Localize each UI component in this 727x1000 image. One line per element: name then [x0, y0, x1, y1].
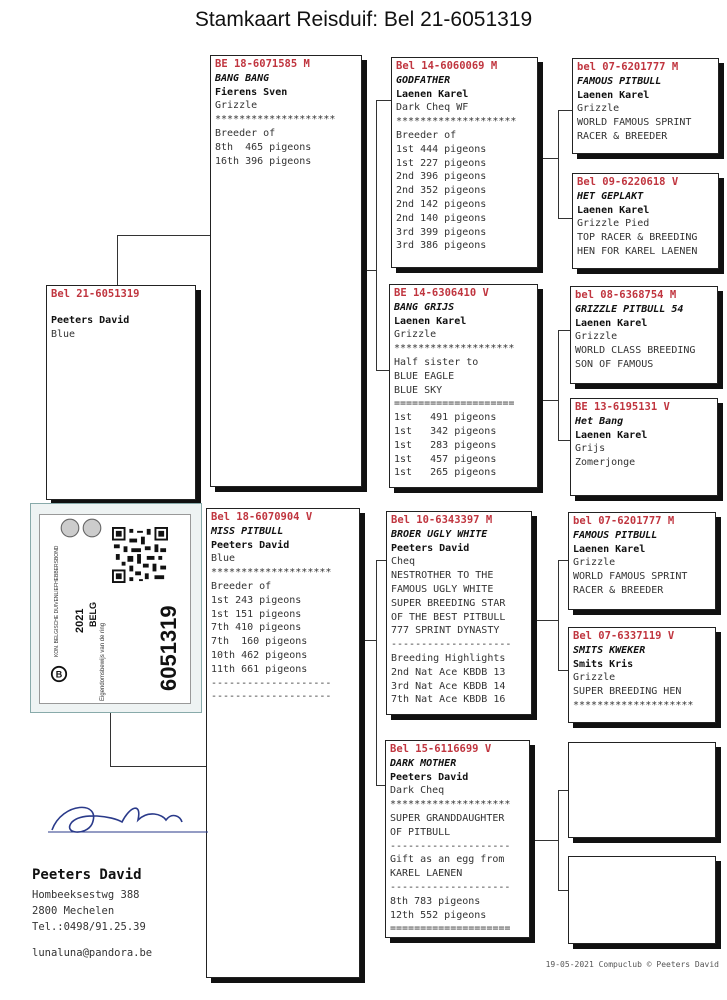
ring-country: BELG: [88, 601, 98, 627]
note-line: BLUE SKY: [394, 384, 443, 396]
note-line: 1st 227 pigeons: [396, 157, 487, 169]
note-line: Breeder of: [215, 127, 276, 139]
sdd-box: [570, 398, 718, 496]
connector: [558, 110, 572, 111]
note-line: RACER & BREEDER: [577, 130, 668, 142]
note-line: 777 SPRINT DYNASTY: [391, 625, 500, 637]
ring-card-number: 6051319: [156, 605, 181, 691]
note-line: RACER & BREEDER: [573, 584, 664, 596]
card-face: [39, 514, 191, 704]
note-line: 1st 151 pigeons: [211, 608, 302, 620]
dsd-box: [568, 627, 716, 723]
owner-email: lunaluna@pandora.be: [32, 947, 153, 959]
note-line: SUPER GRANDDAUGHTER: [390, 812, 505, 824]
color: Dark Cheq WF: [396, 102, 469, 114]
note-line: SON OF FAMOUS: [575, 358, 654, 370]
note-line: Half sister to: [394, 356, 479, 368]
connector: [376, 100, 391, 101]
owner-contact-block: [32, 867, 152, 961]
note-line: 2nd Nat Ace KBDB 13: [391, 666, 506, 678]
connector: [376, 100, 377, 370]
note-line: 7th Nat Ace KBDB 16: [391, 694, 506, 706]
pigeon-name: Het Bang: [575, 415, 624, 427]
ring-number: Bel 09-6220618 V: [577, 176, 679, 188]
dam-sire-box: [386, 511, 532, 715]
connector: [110, 766, 208, 767]
color: Cheq: [391, 556, 416, 568]
note-line: ********************: [390, 799, 511, 811]
note-line: --------------------: [390, 840, 511, 852]
connector: [117, 235, 210, 236]
owner-city: 2800 Mechelen: [32, 905, 115, 917]
pigeon-name: BANG BANG: [215, 72, 270, 84]
dam-dam-box: [385, 740, 530, 938]
ring-number: Bel 21-6051319: [51, 288, 140, 300]
svg-text:B: B: [55, 669, 63, 680]
note-line: ********************: [394, 343, 515, 355]
empty-ancestor-box: [568, 856, 716, 944]
owner: Fierens Sven: [215, 86, 288, 98]
color: Grizzle: [573, 672, 616, 684]
qr-code-icon: [112, 527, 168, 583]
note-line: Breeder of: [396, 129, 457, 141]
ring-number: BE 13-6195131 V: [575, 401, 670, 413]
connector: [558, 330, 559, 440]
connector: [558, 440, 570, 441]
connector: [558, 790, 568, 791]
ring-number: BE 18-6071585 M: [215, 58, 310, 70]
note-line: ====================: [394, 398, 515, 410]
connector: [558, 790, 559, 890]
note-line: 8th 783 pigeons: [390, 895, 481, 907]
note-line: ********************: [573, 699, 694, 711]
note-line: 2nd 352 pigeons: [396, 185, 487, 197]
color: Grizzle: [573, 557, 616, 569]
note-line: Zomerjonge: [575, 457, 636, 469]
connector: [558, 218, 572, 219]
connector: [360, 640, 376, 641]
owner: Peeters David: [391, 542, 470, 554]
note-line: --------------------: [211, 691, 332, 703]
color: Grizzle Pied: [577, 218, 650, 230]
ring-org: KON. BELGISCHE DUIVENLIEFHEBBERSBOND: [54, 545, 60, 657]
owner: Laenen Karel: [573, 543, 646, 555]
sire-sire-box: [391, 57, 538, 268]
ring-number: bel 07-6201777 M: [573, 515, 675, 527]
note-line: SUPER BREEDING HEN: [573, 686, 682, 698]
page-title: Stamkaart Reisduif: Bel 21-6051319: [194, 8, 533, 31]
owner: Peeters David: [390, 771, 469, 783]
note-line: Breeding Highlights: [391, 652, 506, 664]
note-line: 10th 462 pigeons: [211, 649, 308, 661]
note-line: 1st 265 pigeons: [394, 467, 497, 479]
note-line: NESTROTHER TO THE: [391, 570, 494, 582]
ring-number: Bel 14-6060069 M: [396, 60, 498, 72]
color: Grizzle: [575, 331, 618, 343]
note-line: WORLD FAMOUS SPRINT: [573, 571, 688, 583]
connector: [376, 370, 389, 371]
note-line: --------------------: [390, 881, 511, 893]
connector: [558, 330, 570, 331]
ring-proof: Eigendomsbewijs van de ring: [100, 622, 106, 701]
sds-box: [570, 286, 718, 384]
note-line: ********************: [215, 114, 336, 126]
note-line: 16th 396 pigeons: [215, 155, 312, 167]
owner: Laenen Karel: [396, 88, 469, 100]
signature-icon: [42, 792, 212, 842]
note-line: 7th 160 pigeons: [211, 636, 308, 648]
color: Grizzle: [215, 100, 258, 112]
dam-box: [206, 508, 360, 978]
color: Dark Cheq: [390, 785, 445, 797]
owner: Peeters David: [211, 539, 290, 551]
owner-name: Peeters David: [32, 867, 142, 883]
ring-year: 2021: [74, 608, 86, 633]
note-line: Gift as an egg from: [390, 854, 505, 866]
note-line: WORLD CLASS BREEDING: [575, 345, 696, 357]
note-line: FAMOUS UGLY WHITE: [391, 583, 494, 595]
connector: [558, 890, 568, 891]
pigeon-name: FAMOUS PITBULL: [577, 75, 662, 87]
pigeon-name: GODFATHER: [396, 74, 451, 86]
footer-text: 19-05-2021 Compuclub © Peeters David: [545, 960, 719, 969]
ring-number: bel 07-6201777 M: [577, 61, 679, 73]
note-line: OF PITBULL: [390, 826, 451, 838]
pigeon-name: BANG GRIJS: [394, 301, 455, 313]
connector: [558, 110, 559, 218]
ring-number: Bel 07-6337119 V: [573, 630, 675, 642]
ssd-box: [572, 173, 719, 269]
connector: [376, 560, 377, 785]
note-line: --------------------: [391, 639, 512, 651]
pigeon-name: HET GEPLAKT: [577, 190, 644, 202]
subject-box: [46, 285, 196, 500]
note-line: 3rd 386 pigeons: [396, 240, 487, 252]
note-line: --------------------: [211, 677, 332, 689]
note-line: 1st 243 pigeons: [211, 594, 302, 606]
owner-street: Hombeeksestwg 388: [32, 889, 140, 901]
owner: Peeters David: [51, 314, 130, 326]
note-line: 11th 661 pigeons: [211, 663, 308, 675]
pigeon-name: BROER UGLY WHITE: [391, 528, 488, 540]
connector: [558, 560, 559, 670]
connector: [376, 785, 385, 786]
pigeon-name: SMITS KWEKER: [573, 644, 646, 656]
logo-icon: [50, 665, 68, 683]
note-line: HEN FOR KAREL LAENEN: [577, 245, 698, 257]
owner: Laenen Karel: [575, 429, 648, 441]
owner: Smits Kris: [573, 658, 634, 670]
color: Grizzle: [577, 103, 620, 115]
color: Grijs: [575, 443, 606, 455]
connector: [538, 158, 558, 159]
pigeon-name: DARK MOTHER: [390, 757, 457, 769]
ring-number: Bel 15-6116699 V: [390, 743, 492, 755]
note-line: 2nd 396 pigeons: [396, 171, 487, 183]
ring-ownership-card: [30, 503, 202, 713]
note-line: 3rd Nat Ace KBDB 14: [391, 680, 506, 692]
connector: [528, 840, 558, 841]
ring-number: bel 08-6368754 M: [575, 289, 677, 301]
color: Grizzle: [394, 329, 437, 341]
note-line: 1st 283 pigeons: [394, 439, 497, 451]
connector: [530, 620, 558, 621]
note-line: Breeder of: [211, 580, 272, 592]
note-line: 2nd 140 pigeons: [396, 212, 487, 224]
empty-ancestor-box: [568, 742, 716, 838]
owner-phone: Tel.:0498/91.25.39: [32, 921, 146, 933]
owner: Laenen Karel: [575, 317, 648, 329]
note-line: 3rd 399 pigeons: [396, 226, 487, 238]
note-line: SUPER BREEDING STAR: [391, 597, 506, 609]
connector: [376, 560, 386, 561]
owner: Laenen Karel: [394, 315, 467, 327]
connector: [558, 670, 568, 671]
note-line: 8th 465 pigeons: [215, 141, 312, 153]
connector: [538, 400, 558, 401]
note-line: BLUE EAGLE: [394, 370, 455, 382]
note-line: ====================: [390, 923, 511, 935]
note-line: 1st 491 pigeons: [394, 412, 497, 424]
connector: [110, 713, 111, 766]
note-line: 1st 342 pigeons: [394, 425, 497, 437]
note-line: TOP RACER & BREEDING: [577, 232, 698, 244]
sire-box: [210, 55, 362, 487]
seal-icon: [58, 517, 104, 539]
note-line: 7th 410 pigeons: [211, 622, 302, 634]
note-line: OF THE BEST PITBULL: [391, 611, 506, 623]
note-line: 1st 457 pigeons: [394, 453, 497, 465]
pigeon-name: MISS PITBULL: [211, 525, 284, 537]
owner: Laenen Karel: [577, 204, 650, 216]
note-line: 2nd 142 pigeons: [396, 198, 487, 210]
ring-number: Bel 18-6070904 V: [211, 511, 313, 523]
dss-box: [568, 512, 716, 610]
note-line: ********************: [211, 567, 332, 579]
note-line: ********************: [396, 116, 517, 128]
ring-number: Bel 10-6343397 M: [391, 514, 493, 526]
pigeon-name: GRIZZLE PITBULL 54: [575, 303, 684, 315]
ring-number: BE 14-6306410 V: [394, 287, 489, 299]
note-line: KAREL LAENEN: [390, 868, 463, 880]
sss-box: [572, 58, 719, 154]
note-line: WORLD FAMOUS SPRINT: [577, 117, 692, 129]
pigeon-name: FAMOUS PITBULL: [573, 529, 658, 541]
owner: Laenen Karel: [577, 89, 650, 101]
sire-dam-box: [389, 284, 538, 488]
note-line: 1st 444 pigeons: [396, 143, 487, 155]
connector: [362, 270, 376, 271]
connector: [117, 235, 118, 285]
connector: [558, 560, 568, 561]
color: Blue: [51, 328, 76, 340]
color: Blue: [211, 553, 236, 565]
note-line: 12th 552 pigeons: [390, 909, 487, 921]
